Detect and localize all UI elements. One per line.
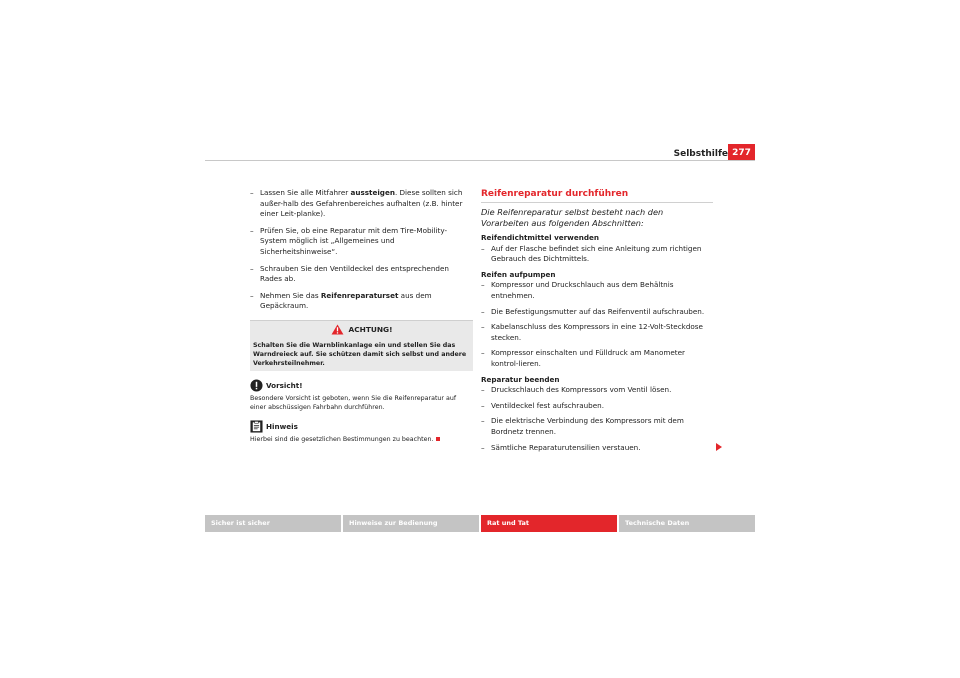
caution-note <box>250 378 473 412</box>
header-divider <box>205 160 755 161</box>
right-column <box>481 188 713 458</box>
section-end-marker <box>436 437 440 441</box>
tab-hinweise-zur-bedienung[interactable]: Hinweise zur Bedienung <box>343 515 479 532</box>
hint-note <box>250 419 473 444</box>
exclamation-circle-icon <box>250 379 263 392</box>
caution-text: Besondere Vorsicht ist geboten, wenn Sie die Reifenreparatur auf einer abschüssigen Fahrbahn durchführen. <box>250 394 457 411</box>
chapter-nav <box>205 515 755 532</box>
section-title: Reifenreparatur durchführen <box>481 188 713 203</box>
subheading: Reparatur beenden <box>481 374 560 384</box>
tab-sicher-ist-sicher[interactable]: Sicher ist sicher <box>205 515 341 532</box>
list-item: – Kompressor einschalten und Fülldruck am Manometer kontrol-lieren. <box>481 348 713 369</box>
page-number: 277 <box>728 144 755 161</box>
list-item: – Die elektrische Verbindung des Kompressors mit dem Bordnetz trennen. <box>481 416 713 437</box>
list-item: – Kabelanschluss des Kompressors in eine 12-Volt-Steckdose stecken. <box>481 322 713 343</box>
hint-text: Hierbei sind die gesetzlichen Bestimmungen zu beachten. <box>250 435 473 444</box>
clipboard-icon <box>250 420 263 433</box>
list-item: – Schrauben Sie den Ventildeckel des entsprechenden Rades ab. <box>250 264 473 285</box>
list-item: – Nehmen Sie das Reifenreparaturset aus dem Gepäckraum. <box>250 291 473 312</box>
warning-triangle-icon <box>331 324 344 335</box>
next-page-arrow-icon[interactable] <box>716 443 722 451</box>
hint-title: Hinweis <box>266 421 298 431</box>
section-intro: Die Reifenreparatur selbst besteht nach den Vorarbeiten aus folgenden Abschnitten: <box>481 207 664 228</box>
warning-box <box>250 320 473 371</box>
subheading: Reifen aufpumpen <box>481 269 556 279</box>
list-item: – Kompressor und Druckschlauch aus dem Behältnis entnehmen. <box>481 280 713 301</box>
warning-title: ACHTUNG! <box>348 324 393 334</box>
warning-text: Schalten Sie die Warnblinkanlage ein und stellen Sie das Warndreieck auf. Sie schützen damit sich selbst und andere Verkehrsteilnehmer. <box>250 339 473 371</box>
warning-header <box>250 321 473 339</box>
subheading: Reifendichtmittel verwenden <box>481 233 599 242</box>
list-item: – Auf der Flasche befindet sich eine Anleitung zum richtigen Gebrauch des Dichtmittels. <box>481 244 713 265</box>
tab-technische-daten[interactable]: Technische Daten <box>619 515 755 532</box>
chapter-title: Selbsthilfe <box>673 149 728 159</box>
list-item: – Sämtliche Reparaturutensilien verstauen. <box>481 443 713 454</box>
list-item: – Prüfen Sie, ob eine Reparatur mit dem Tire-Mobility-System möglich ist „Allgemeines und Sicherheitshinweise“. <box>250 226 473 258</box>
list-item: – Druckschlauch des Kompressors vom Ventil lösen. <box>481 385 713 396</box>
list-item: – Ventildeckel fest aufschrauben. <box>481 401 713 412</box>
tab-rat-und-tat[interactable]: Rat und Tat <box>481 515 617 532</box>
left-column <box>250 188 473 444</box>
list-item: – Die Befestigungsmutter auf das Reifenventil aufschrauben. <box>481 307 713 318</box>
caution-title: Vorsicht! <box>266 380 303 390</box>
list-item: – Lassen Sie alle Mitfahrer aussteigen. Diese sollten sich außer-halb des Gefahrenbereiches aufhalten (z.B. hinter einer Leit-planke). <box>250 188 473 220</box>
